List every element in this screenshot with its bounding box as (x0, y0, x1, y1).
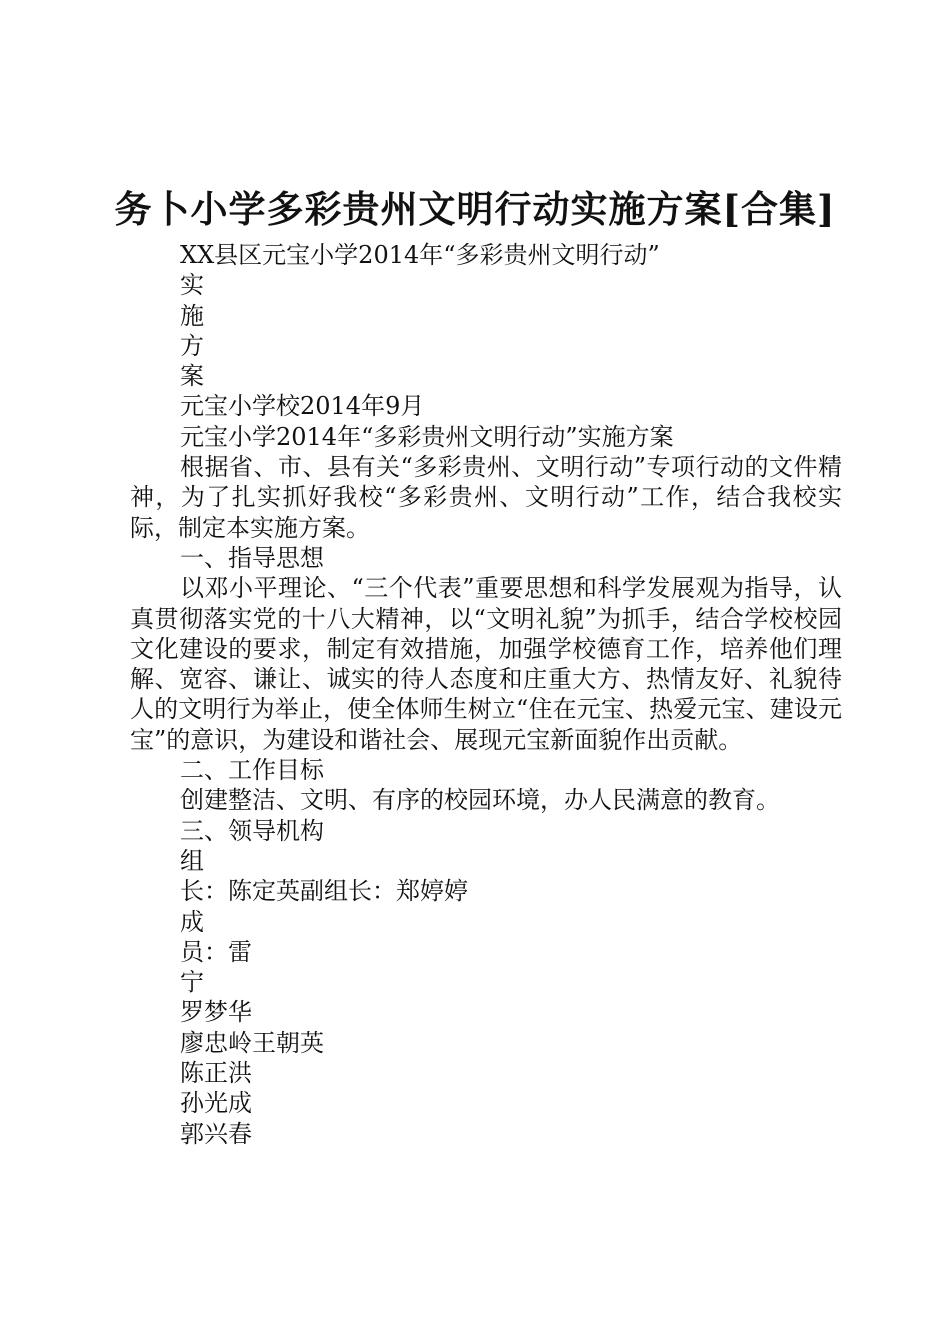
committee-line: 罗梦华 (180, 998, 252, 1027)
document-title: 务卜小学多彩贵州文明行动实施方案[合集] (114, 187, 836, 231)
committee-line: 成 (180, 907, 204, 936)
committee-line: 宁 (180, 968, 204, 997)
header-line: 施 (180, 301, 204, 330)
committee-line: 组 (180, 846, 204, 875)
section-paragraph: 创建整洁、文明、有序的校园环境，办人民满意的教育。 (180, 786, 780, 815)
document-body (130, 240, 842, 1149)
committee-line: 廖忠岭王朝英 (180, 1028, 324, 1057)
section-heading: 三、领导机构 (180, 816, 324, 845)
committee-line: 郭兴春 (180, 1119, 252, 1148)
header-line: 实 (180, 271, 204, 300)
header-line: XX县区元宝小学2014年“多彩贵州文明行动” (180, 241, 660, 269)
section-paragraph: 以邓小平理论、“三个代表”重要思想和科学发展观为指导，认真贯彻落实党的十八大精神，以“文明礼貌”为抓手，结合学校校园文化建设的要求，制定有效措施，加强学校德育工作，培养他们理解、宽容、谦让、诚实的待人态度和庄重大方、热情友好、礼貌待人的文明行为举止，使全体师生树立“住在元宝、热爱元宝、建设元宝”的意识，为建设和谐社会、展现元宝新面貌作出贡献。 (130, 574, 842, 754)
header-line: 案 (180, 362, 204, 391)
header-line: 方 (180, 331, 204, 360)
committee-line: 孙光成 (180, 1089, 252, 1118)
committee-line: 员：雷 (180, 937, 252, 966)
intro-paragraph: 根据省、市、县有关“多彩贵州、文明行动”专项行动的文件精神，为了扎实抓好我校“多彩贵州、文明行动”工作，结合我校实际，制定本实施方案。 (130, 453, 842, 542)
header-line: 元宝小学2014年“多彩贵州文明行动”实施方案 (180, 422, 674, 451)
committee-line: 陈正洪 (180, 1059, 252, 1088)
section-heading: 一、指导思想 (180, 543, 324, 572)
committee-line: 长：陈定英副组长：郑婷婷 (180, 877, 468, 906)
section-heading: 二、工作目标 (180, 756, 324, 785)
header-line: 元宝小学校2014年9月 (180, 392, 425, 421)
